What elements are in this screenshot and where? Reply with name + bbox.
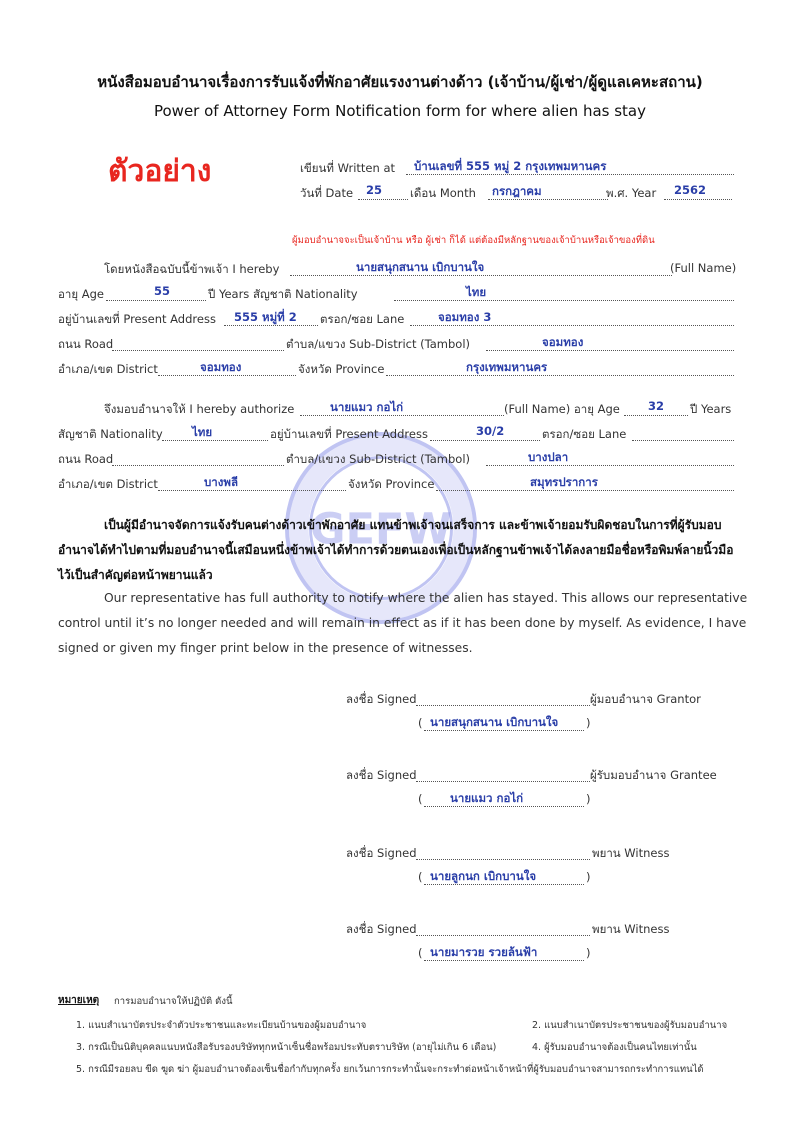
grantee-fullname-age-label: (Full Name) อายุ Age	[504, 402, 620, 416]
sig4-signed-label: ลงชื่อ Signed	[346, 922, 417, 936]
written-at-value: บ้านเลขที่ 555 หมู่ 2 กรุงเทพมหานคร	[414, 159, 607, 173]
grantee-nationality-label: สัญชาติ Nationality	[58, 427, 163, 441]
grantee-road-line	[112, 451, 284, 466]
grantee-road-label: ถนน Road	[58, 452, 114, 466]
grantee-name: นายแมว กอไก่	[330, 400, 404, 414]
grantor-district-label: อำเภอ/เขต District	[58, 362, 158, 376]
grantee-province: สมุทรปราการ	[530, 475, 598, 489]
sig2-name: นายแมว กอไก่	[450, 791, 524, 805]
footnote-heading-rest: การมอบอำนาจให้ปฏิบัติ ดังนี้	[114, 996, 233, 1007]
statement-en-line-3: signed or given my finger print below in the presence of witnesses.	[58, 641, 473, 655]
grantor-nationality-line	[394, 286, 734, 301]
grantee-address: 30/2	[476, 424, 505, 438]
grantor-district: จอมทอง	[200, 360, 242, 374]
sig2-line	[416, 767, 590, 782]
grantee-province-label: จังหวัด Province	[348, 477, 435, 491]
written-at-label: เขียนที่ Written at	[300, 161, 395, 175]
grantee-subdistrict-label: ตำบล/แขวง Sub-District (Tambol)	[286, 452, 471, 466]
grantor-road-line	[112, 336, 284, 351]
statement-th-line-2: อำนาจได้ทำไปตามที่มอบอำนาจนี้เสมือนหนึ่งข้าพเจ้าได้ทำการด้วยตนเองเพื่อเป็นหลักฐานข้าพเจ้าได้ลงลายมือชื่อหรือพิมพ์ลายนิ้วมือ	[58, 543, 734, 557]
grantee-subdistrict-line	[486, 451, 734, 466]
grantor-province-label: จังหวัด Province	[298, 362, 385, 376]
grantee-nationality: ไทย	[192, 425, 213, 439]
grantee-lane-label: ตรอก/ซอย Lane	[542, 427, 627, 441]
grantee-nationality-line	[162, 426, 268, 441]
sig2-paren-open: (	[418, 792, 423, 806]
grantor-subdistrict-label: ตำบล/แขวง Sub-District (Tambol)	[286, 337, 471, 351]
statement-th-line-1: เป็นผู้มีอำนาจจัดการแจ้งรับคนต่างด้าวเข้าพักอาศัย แทนข้าพเจ้าจนเสร็จการ และข้าพเจ้ายอมรับผิดชอบในการที่ผู้รับมอบ	[104, 518, 722, 532]
sig3-name: นายลูกนก เบิกบานใจ	[430, 869, 537, 883]
date-label: วันที่ Date	[300, 186, 354, 200]
statement-th-line-3: ไว้เป็นสำคัญต่อหน้าพยานแล้ว	[58, 568, 213, 582]
grantor-province: กรุงเทพมหานคร	[466, 360, 548, 374]
day-value: 25	[366, 183, 383, 197]
grantor-lane-label: ตรอก/ซอย Lane	[320, 312, 405, 326]
year-value: 2562	[674, 183, 707, 197]
sample-mark: ตัวอย่าง	[108, 154, 212, 189]
red-note: ผู้มอบอำนาจจะเป็นเจ้าบ้าน หรือ ผู้เช่า ก็ได้ แต่ต้องมีหลักฐานของเจ้าบ้านหรือเจ้าของที่ดิน	[292, 235, 655, 246]
sig1-paren-close: )	[586, 716, 591, 730]
grantee-subdistrict: บางปลา	[528, 450, 569, 464]
sig4-role: พยาน Witness	[592, 922, 670, 936]
grantor-address: 555 หมู่ที่ 2	[234, 310, 297, 324]
grantor-nationality: ไทย	[466, 285, 487, 299]
sig3-signed-label: ลงชื่อ Signed	[346, 846, 417, 860]
sig1-signed-label: ลงชื่อ Signed	[346, 692, 417, 706]
grantor-fullname-label: (Full Name)	[670, 261, 737, 275]
footnote-heading: หมายเหตุ	[58, 995, 100, 1006]
title-thai: หนังสือมอบอำนาจเรื่องการรับแจ้งที่พักอาศัยแรงงานต่างด้าว (เจ้าบ้าน/ผู้เช่า/ผู้ดูแลเคหะสถาน)	[97, 73, 703, 91]
footnote-item-1: 1. แนบสำเนาบัตรประจำตัวประชาชนและทะเบียนบ้านของผู้มอบอำนาจ	[76, 1020, 367, 1031]
footnote-item-3: 3. กรณีเป็นนิติบุคคลแนบหนังสือรับรองบริษัททุกหน้าเซ็นชื่อพร้อมประทับตราบริษัท (อายุไม่เกิน 6 เดือน)	[76, 1042, 497, 1053]
month-label: เดือน Month	[410, 186, 476, 200]
sig1-role: ผู้มอบอำนาจ Grantor	[590, 692, 701, 706]
sig1-name: นายสนุกสนาน เบิกบานใจ	[430, 715, 559, 729]
sig3-role: พยาน Witness	[592, 846, 670, 860]
grantor-intro-label: โดยหนังสือฉบับนี้ข้าพเจ้า I hereby	[104, 262, 280, 276]
grantor-subdistrict-line	[486, 336, 734, 351]
grantor-subdistrict: จอมทอง	[542, 335, 584, 349]
grantor-name: นายสนุกสนาน เบิกบานใจ	[356, 260, 485, 274]
grantee-address-label: อยู่บ้านเลขที่ Present Address	[270, 427, 428, 441]
year-label: พ.ศ. Year	[606, 186, 657, 200]
footnote-item-2: 2. แนบสำเนาบัตรประชาชนของผู้รับมอบอำนาจ	[532, 1020, 728, 1031]
grantee-district-line	[158, 476, 346, 491]
grantor-province-line	[386, 361, 734, 376]
grantee-district-label: อำเภอ/เขต District	[58, 477, 158, 491]
grantor-age: 55	[154, 284, 171, 298]
grantor-road-label: ถนน Road	[58, 337, 114, 351]
footnote-item-5: 5. กรณีมีรอยลบ ขีด ฆูด ฆ่า ผู้มอบอำนาจต้องเซ็นชื่อกำกับทุกครั้ง ยกเว้นการกระทำนั้นจะกระทำต่อหน้าเจ้าหน้าที่ผู้รับมอบอำนาจสามารถกระทำการแทนได้	[76, 1064, 704, 1075]
sig2-signed-label: ลงชื่อ Signed	[346, 768, 417, 782]
grantee-lane-line	[632, 426, 734, 441]
grantor-nationality-label: ปี Years สัญชาติ Nationality	[208, 287, 358, 301]
grantor-address-label: อยู่บ้านเลขที่ Present Address	[58, 312, 216, 326]
sig3-paren-close: )	[586, 870, 591, 884]
sig4-line	[416, 921, 590, 936]
sig3-paren-open: (	[418, 870, 423, 884]
sig1-line	[416, 691, 590, 706]
grantee-district: บางพลี	[204, 475, 239, 489]
grantor-age-label: อายุ Age	[58, 287, 104, 301]
month-value: กรกฎาคม	[492, 184, 542, 198]
title-english: Power of Attorney Form Notification form for where alien has stay	[153, 102, 646, 120]
grantee-intro-label: จึงมอบอำนาจให้ I hereby authorize	[104, 402, 295, 416]
sig2-paren-close: )	[586, 792, 591, 806]
sig4-paren-close: )	[586, 946, 591, 960]
statement-en-line-2: control until it’s no longer needed and will remain in effect as if it has been done by myself. As evidence, I have	[58, 616, 747, 630]
statement-en-line-1: Our representative has full authority to notify where the alien has stayed. This allows our representative	[104, 591, 748, 605]
sig1-paren-open: (	[418, 716, 423, 730]
stamp-text: GEFW	[310, 504, 452, 555]
sig4-paren-open: (	[418, 946, 423, 960]
sig2-role: ผู้รับมอบอำนาจ Grantee	[590, 768, 717, 782]
grantor-lane: จอมทอง 3	[438, 310, 492, 324]
grantee-years-label: ปี Years	[690, 402, 732, 416]
sig4-name: นายมารวย รวยล้นฟ้า	[430, 945, 538, 959]
grantee-age: 32	[648, 399, 665, 413]
footnote-item-4: 4. ผู้รับมอบอำนาจต้องเป็นคนไทยเท่านั้น	[532, 1042, 697, 1053]
sig3-line	[416, 845, 590, 860]
